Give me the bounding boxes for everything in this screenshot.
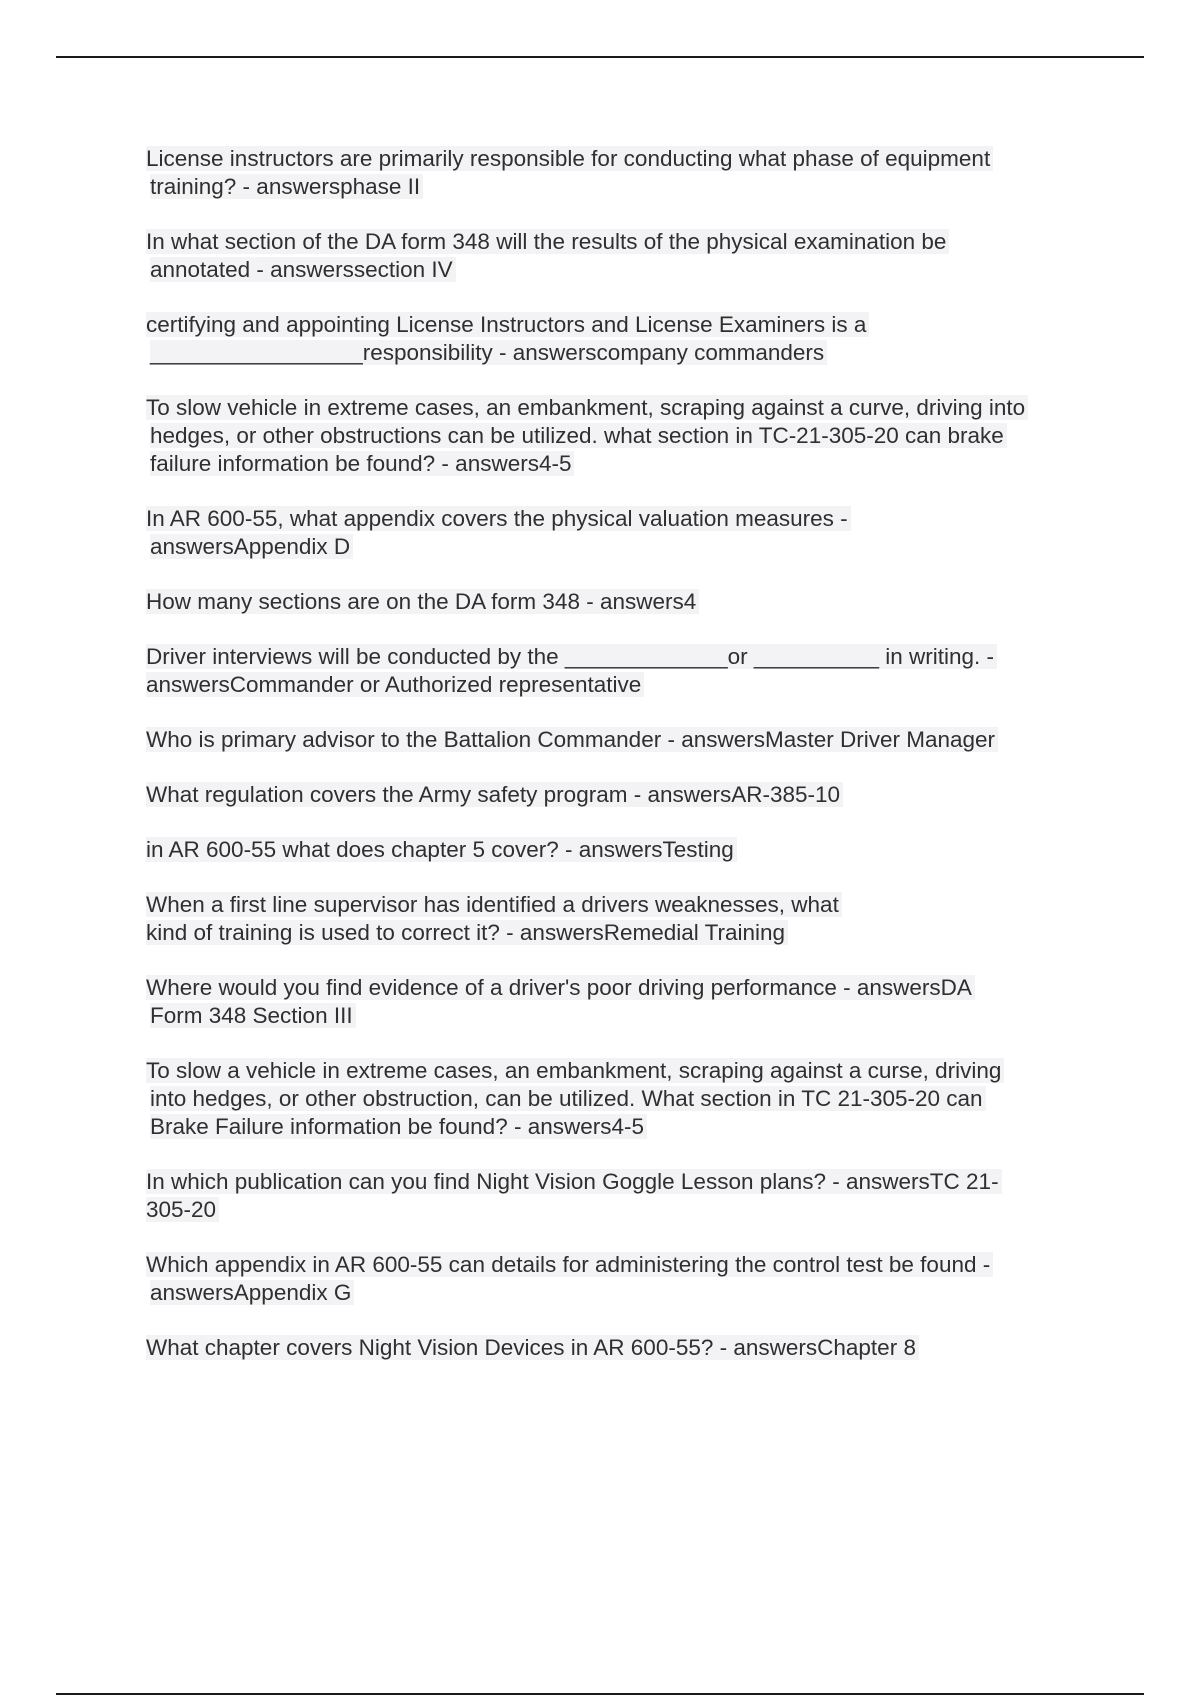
text-line: How many sections are on the DA form 348 - answers4	[146, 588, 1096, 616]
text-line: What chapter covers Night Vision Devices in AR 600-55? - answersChapter 8	[146, 1334, 1096, 1362]
qa-item	[146, 311, 1096, 367]
text-line: 305-20	[146, 1196, 1096, 1224]
qa-item	[146, 891, 1096, 947]
text-line: answersAppendix G	[146, 1279, 1096, 1307]
text-line: _________________responsibility - answerscompany commanders	[146, 339, 1096, 367]
text-line: certifying and appointing License Instructors and License Examiners is a	[146, 311, 1096, 339]
text-line: When a first line supervisor has identified a drivers weaknesses, what	[146, 891, 1096, 919]
qa-item	[146, 588, 1096, 616]
header-rule	[56, 56, 1144, 58]
text-line: What regulation covers the Army safety program - answersAR-385-10	[146, 781, 1096, 809]
text-line: In which publication can you find Night Vision Goggle Lesson plans? - answersTC 21-	[146, 1168, 1096, 1196]
qa-item	[146, 1168, 1096, 1224]
qa-item	[146, 228, 1096, 284]
text-line: training? - answersphase II	[146, 173, 1096, 201]
text-line: Who is primary advisor to the Battalion Commander - answersMaster Driver Manager	[146, 726, 1096, 754]
text-line: into hedges, or other obstruction, can be utilized. What section in TC 21-305-20 can	[146, 1085, 1096, 1113]
qa-item	[146, 1334, 1096, 1362]
text-line: kind of training is used to correct it? - answersRemedial Training	[146, 919, 1096, 947]
text-line: annotated - answerssection IV	[146, 256, 1096, 284]
text-line: Which appendix in AR 600-55 can details for administering the control test be found -	[146, 1251, 1096, 1279]
text-line: To slow vehicle in extreme cases, an embankment, scraping against a curve, driving into	[146, 394, 1096, 422]
qa-item	[146, 505, 1096, 561]
qa-item	[146, 1057, 1096, 1141]
text-line: In what section of the DA form 348 will the results of the physical examination be	[146, 228, 1096, 256]
text-line: hedges, or other obstructions can be utilized. what section in TC-21-305-20 can brake	[146, 422, 1096, 450]
text-line: Form 348 Section III	[146, 1002, 1096, 1030]
qa-item	[146, 781, 1096, 809]
text-line: Brake Failure information be found? - answers4-5	[146, 1113, 1096, 1141]
text-line: answersAppendix D	[146, 533, 1096, 561]
text-line: In AR 600-55, what appendix covers the physical valuation measures -	[146, 505, 1096, 533]
qa-item	[146, 726, 1096, 754]
text-line: Driver interviews will be conducted by the _____________or __________ in writing. -	[146, 643, 1096, 671]
text-line: answersCommander or Authorized representative	[146, 671, 1096, 699]
qa-item	[146, 836, 1096, 864]
qa-item	[146, 145, 1096, 201]
text-line: To slow a vehicle in extreme cases, an embankment, scraping against a curse, driving	[146, 1057, 1096, 1085]
text-line: License instructors are primarily responsible for conducting what phase of equipment	[146, 145, 1096, 173]
qa-item	[146, 974, 1096, 1030]
qa-item	[146, 394, 1096, 478]
text-line: Where would you find evidence of a driver's poor driving performance - answersDA	[146, 974, 1096, 1002]
qa-item	[146, 643, 1096, 699]
footer-rule	[56, 1693, 1144, 1695]
text-line: failure information be found? - answers4-5	[146, 450, 1096, 478]
text-line: in AR 600-55 what does chapter 5 cover? - answersTesting	[146, 836, 1096, 864]
document-body	[146, 145, 1096, 1389]
qa-item	[146, 1251, 1096, 1307]
